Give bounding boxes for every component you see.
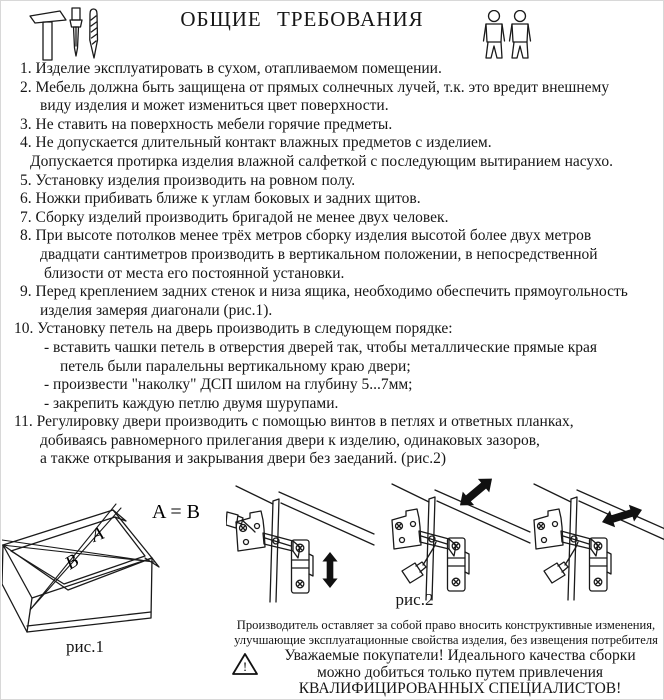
disclaimer-line: улучшающие эксплуатационные свойства изделия, без извещения потребителя	[234, 632, 658, 647]
warning-text	[256, 648, 664, 698]
list-line: 9. Перед креплением задних стенок и низа ящика, необходимо обеспечить прямоугольность	[20, 283, 628, 301]
list-line: - произвести "наколку" ДСП шилом на глубину 5...7мм;	[44, 376, 413, 394]
disclaimer-line: Производитель оставляет за собой право вносить конструктивные изменения,	[236, 618, 656, 632]
hinge-figure-horizontal-adjust	[524, 468, 664, 608]
list-line: - вставить чашки петель в отверстия дверей так, чтобы металлические прямые края	[44, 338, 598, 356]
requirements-list	[14, 60, 662, 469]
up-down-arrow-icon	[322, 552, 337, 588]
screwdriver-icon	[402, 542, 436, 583]
list-line: - закрепить каждую петлю двумя шурупами.	[44, 394, 339, 412]
warning-exclamation: !	[242, 659, 248, 674]
warning-block	[228, 648, 664, 698]
diagonal-arrow-icon	[454, 472, 497, 512]
person-icon	[484, 11, 505, 59]
tools-icons	[28, 6, 102, 62]
list-line: 3. Не ставить на поверхность мебели горячие предметы.	[20, 115, 393, 133]
list-line: петель были паралельны вертикальному краю двери;	[60, 357, 411, 375]
left-right-arrow-icon	[599, 501, 644, 530]
screwdriver-icon	[70, 8, 82, 56]
list-line: 1. Изделие эксплуатировать в сухом, отапливаемом помещении.	[20, 60, 442, 77]
list-line: а также открывания и закрывания двери без заеданий. (рис.2)	[40, 450, 447, 468]
fig1-caption: рис.1	[66, 637, 104, 656]
person-icon	[510, 11, 531, 59]
list-line: 4. Не допускается длительный контакт влажных предметов с изделием.	[20, 134, 492, 152]
manufacturer-disclaimer	[228, 618, 664, 647]
list-line: 10. Установку петель на дверь производить в следующем порядке:	[14, 320, 453, 338]
list-line: Допускается протирка изделия влажной салфеткой с последующим вытиранием насухо.	[30, 152, 613, 170]
warning-line: Уважаемые покупатели! Идеального качества сборки	[284, 647, 636, 664]
warning-line: КВАЛИФИЦИРОВАННЫХ СПЕЦИАЛИСТОВ!	[298, 680, 622, 698]
list-line: 11. Регулировку двери производить с помощью винтов в петлях и ответных планках,	[14, 413, 574, 431]
screwdriver-icon	[544, 542, 578, 583]
list-line: 6. Ножки прибивать ближе к углам боковых и задних щитов.	[20, 190, 421, 208]
fig1-box-diagonals-drawing	[2, 494, 224, 644]
hammer-icon	[30, 11, 66, 60]
fig1-equality-label: A = B	[152, 501, 200, 523]
warning-line: можно добиться только путем привлечения	[316, 663, 604, 681]
fig2-caption: рис.2	[395, 590, 434, 609]
list-line: 7. Сборку изделий производить бригадой не менее двух человек.	[20, 208, 449, 226]
file-icon	[90, 9, 98, 58]
list-line: 8. При высоте потолков менее трёх метров сборку изделия высотой более двух метров	[20, 227, 592, 245]
fig1-diagonal-a-label: A	[88, 522, 107, 547]
list-line: виду изделия и может измениться цвет поверхности.	[40, 97, 389, 115]
hinge-figure-diagonal-adjust	[382, 468, 532, 608]
list-line: двадцати сантиметров производить в вертикальном положении, в непосредственной	[40, 245, 598, 263]
list-line: 5. Установку изделия производить на ровном полу.	[20, 171, 356, 189]
list-line: изделия замеряя диагонали (рис.1).	[40, 301, 273, 319]
list-line: близости от места его постоянной установки.	[44, 264, 345, 282]
list-line: добиваясь равномерного прилегания двери к изделию, одинаковых зазоров,	[40, 431, 540, 449]
warning-triangle-icon	[232, 652, 258, 676]
list-line: 2. Мебель должна быть защищена от прямых солнечных лучей, т.к. это вредит внешнему	[20, 78, 610, 96]
two-persons-icon	[481, 10, 533, 60]
page-title: ОБЩИЕ ТРЕБОВАНИЯ	[180, 7, 424, 31]
hinge-figure-vertical-adjust	[226, 470, 376, 610]
fig1-diagonal-b-label: B	[61, 550, 83, 575]
